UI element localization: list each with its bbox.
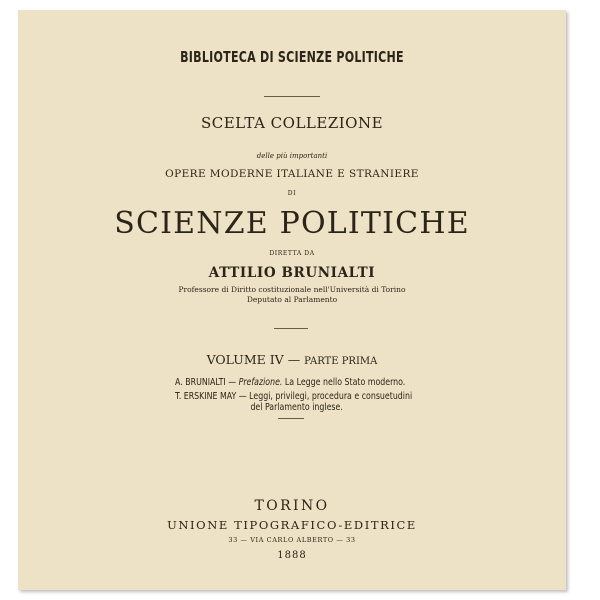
rule-top [264, 96, 320, 97]
volume-line [18, 352, 566, 367]
entry-dash: — [238, 391, 247, 402]
rule-bottom [278, 418, 304, 419]
contents-entry [175, 391, 451, 413]
imprint-city: TORINO [254, 498, 330, 514]
entry-author: A. BRUNIALTI [175, 377, 226, 388]
contents-entry [175, 377, 451, 388]
entry-author: T. ERSKINE MAY [175, 391, 237, 402]
collection-heading: SCELTA COLLEZIONE [200, 114, 384, 132]
rule-middle [274, 328, 308, 329]
imprint-address: 33 — VIA CARLO ALBERTO — 33 [228, 536, 356, 544]
series-title: BIBLIOTECA DI SCIENZE POLITICHE [180, 48, 404, 66]
entry-italic: Prefazione. [238, 377, 283, 388]
imprint-publisher: UNIONE TIPOGRAFICO-EDITRICE [167, 518, 417, 532]
collection-subtitle: OPERE MODERNE ITALIANE E STRANIERE [165, 168, 419, 180]
directed-by: DIRETTA DA [269, 250, 315, 257]
entry-text: Leggi, privilegi, procedura e consuetudini [249, 391, 413, 402]
editor-name: ATTILIO BRUNIALTI [208, 265, 376, 281]
preposition: DI [287, 190, 297, 197]
editor-role-1: Professore di Diritto costituzionale nell'Università di Torino [178, 285, 406, 294]
volume-number: VOLUME IV [206, 352, 284, 367]
editor-role-2: Deputato al Parlamento [246, 295, 338, 304]
collection-connector: delle più importanti [256, 152, 328, 160]
main-title: SCIENZE POLITICHE [114, 206, 470, 241]
entry-dash: — [228, 377, 237, 388]
contents-list [175, 377, 451, 416]
volume-separator: — [287, 352, 301, 367]
imprint-year: 1888 [277, 550, 307, 561]
entry-continuation: del Parlamento inglese. [250, 402, 343, 413]
entry-text: La Legge nello Stato moderno. [284, 377, 406, 388]
title-page [18, 10, 566, 590]
volume-part: PARTE PRIMA [304, 356, 378, 367]
